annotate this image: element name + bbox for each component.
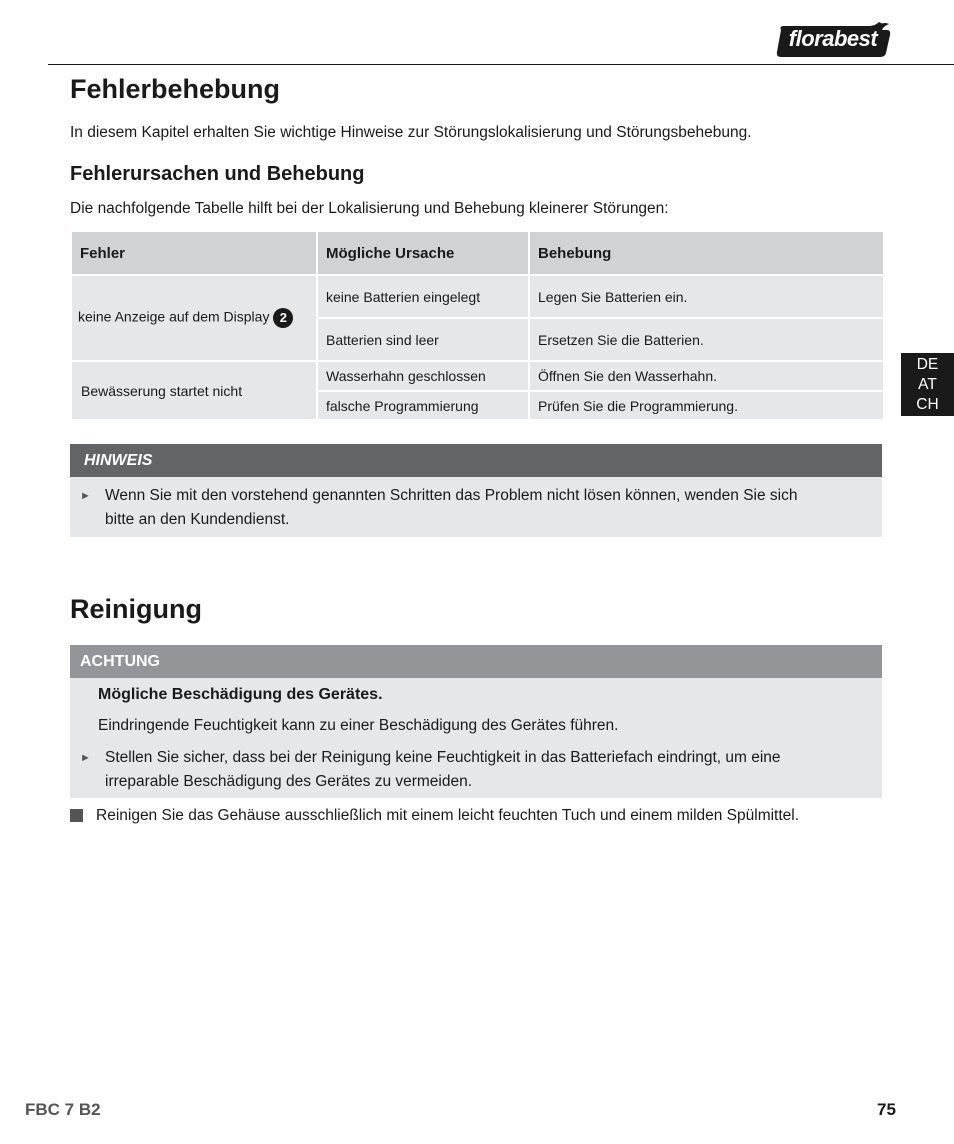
table-cell-behebung: Öffnen Sie den Wasserhahn. [529,361,884,391]
achtung-heading: Mögliche Beschädigung des Gerätes. [98,686,383,703]
section-title-reinigung: Reinigung [70,594,202,624]
reference-number-badge: 2 [273,308,293,328]
achtung-item-line: Stellen Sie sicher, dass bei der Reinigung keine Feuchtigkeit in das Batteriefach eindringt, um eine [105,749,781,766]
table-cell-ursache: Batterien sind leer [317,318,529,361]
achtung-box [70,645,882,798]
hinweis-item-line: Wenn Sie mit den vorstehend genannten Schritten das Problem nicht lösen können, wenden Sie sich [105,487,798,504]
square-bullet-icon [70,809,83,822]
footer-model: FBC 7 B2 [25,1100,101,1119]
header-rule [48,64,954,65]
language-code: AT [918,376,937,393]
language-tab [901,353,954,416]
table-header-ursache: Mögliche Ursache [317,231,529,275]
achtung-item [80,746,870,796]
subsection-title: Fehlerursachen und Behebung [70,163,365,185]
table-header-row [71,231,884,275]
cleaning-item-text: Reinigen Sie das Gehäuse ausschließlich mit einem leicht feuchten Tuch und einem milden Spülmittel. [96,807,800,824]
troubleshooting-table [70,230,885,421]
table-cell-fehler [71,275,317,361]
logo-text: florabest [788,26,878,51]
arrow-bullet-icon: ► [80,752,91,764]
table-row [71,361,884,391]
hinweis-item-line: bitte an den Kundendienst. [105,511,290,528]
brand-logo [775,22,891,58]
hinweis-item [80,484,870,534]
hinweis-item-text [105,484,797,532]
arrow-bullet-icon: ► [80,490,91,502]
table-cell-behebung: Legen Sie Batterien ein. [529,275,884,318]
table-header-behebung: Behebung [529,231,884,275]
table-cell-behebung: Ersetzen Sie die Batterien. [529,318,884,361]
table-row [71,275,884,318]
fehler-text: keine Anzeige auf dem Display [78,308,270,325]
table-cell-fehler: Bewässerung startet nicht [71,361,317,420]
table-cell-ursache: falsche Programmierung [317,391,529,420]
table-header-fehler: Fehler [71,231,317,275]
achtung-label: ACHTUNG [70,645,882,678]
table-intro-text: Die nachfolgende Tabelle hilft bei der Lokalisierung und Behebung kleinerer Störungen: [70,200,669,217]
language-code: DE [916,356,939,373]
achtung-item-line: irreparable Beschädigung des Gerätes zu vermeiden. [105,773,473,790]
table-cell-ursache: keine Batterien eingelegt [317,275,529,318]
intro-text: In diesem Kapitel erhalten Sie wichtige Hinweise zur Störungslokalisierung und Störungsbehebung. [70,124,752,141]
achtung-text: Eindringende Feuchtigkeit kann zu einer Beschädigung des Gerätes führen. [98,717,619,734]
table-cell-ursache: Wasserhahn geschlossen [317,361,529,391]
language-code: CH [916,396,939,413]
achtung-item-text [105,746,781,794]
section-title-fehlerbehebung: Fehlerbehebung [70,74,281,104]
page-number: 75 [877,1100,896,1119]
hinweis-box [70,444,882,537]
table-cell-behebung: Prüfen Sie die Programmierung. [529,391,884,420]
hinweis-label: HINWEIS [70,444,882,477]
